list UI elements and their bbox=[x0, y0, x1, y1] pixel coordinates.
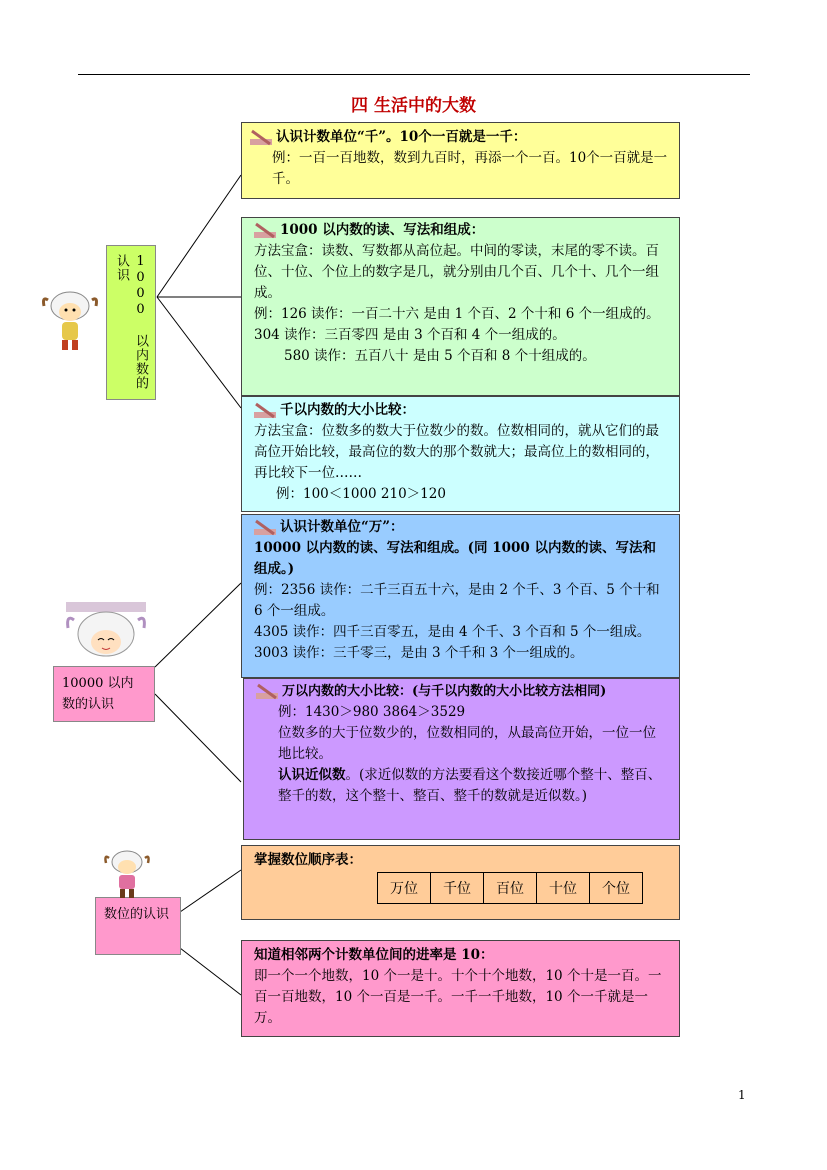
sheep-cartoon-icon-3 bbox=[103, 848, 153, 900]
pen-icon bbox=[254, 402, 276, 420]
box-ten-thousand-compare bbox=[243, 678, 680, 840]
label-ten-thousand-text: 10000 以内数的认识 bbox=[62, 676, 134, 712]
box3-example: 例：100＜1000 210＞120 bbox=[276, 486, 446, 502]
box2-heading: 1000 以内数的读、写法和组成： bbox=[280, 222, 485, 238]
box1-heading: 认识计数单位“千”。10个一百就是一千： bbox=[276, 129, 527, 145]
pen-icon bbox=[254, 519, 276, 537]
box3-body: 方法宝盒：位数多的数大于位数少的数。位数相同的，就从它们的最高位开始比较，最高位的数大的那个数就大；最高位上的数相同的，再比较下一位…… bbox=[254, 423, 659, 481]
label-place-text: 数位的认识 bbox=[104, 907, 170, 922]
box3-heading: 千以内数的大小比较： bbox=[280, 402, 415, 418]
box4-subheading: 10000 以内数的读、写法和组成。(同 1000 以内数的读、写法和组成。) bbox=[254, 540, 657, 577]
box5-approx-title: 认识近似数 bbox=[278, 767, 346, 783]
box-thousand-unit bbox=[241, 122, 680, 199]
box2-example-2: 580 读作：五百八十 是由 5 个百和 8 个十组成的。 bbox=[284, 348, 596, 364]
label-thousand-text: 1000 以内数的认识 bbox=[114, 254, 148, 390]
box2-example-1: 例：126 读作：一百二十六 是由 1 个百、2 个十和 6 个一组成的。304 读作：三百零四 是由 3 个百和 4 个一组成的。 bbox=[254, 306, 660, 343]
box1-body: 例：一百一百地数，数到九百时，再添一个一百。10个一百就是一千。 bbox=[272, 150, 668, 187]
box-thousand-reading bbox=[241, 217, 680, 396]
place-cell: 十位 bbox=[537, 873, 590, 904]
place-cell: 百位 bbox=[484, 873, 537, 904]
box5-heading: 万以内数的大小比较：(与千以内数的大小比较方法相同) bbox=[282, 684, 607, 699]
place-value-table bbox=[377, 872, 643, 904]
box-thousand-compare bbox=[241, 396, 680, 512]
label-thousand bbox=[106, 245, 156, 400]
place-cell: 个位 bbox=[590, 873, 643, 904]
pen-icon bbox=[256, 683, 278, 701]
label-place bbox=[95, 897, 181, 955]
box7-heading: 知道相邻两个计数单位间的进率是 10： bbox=[254, 947, 494, 963]
place-cell: 千位 bbox=[431, 873, 484, 904]
box4-example-2: 4305 读作：四千三百零五，是由 4 个千、3 个百和 5 个一组成。3003 读作：三千零三，是由 3 个千和 3 个一组成的。 bbox=[254, 624, 651, 661]
pen-icon bbox=[254, 222, 276, 240]
box4-heading: 认识计数单位“万”： bbox=[280, 519, 404, 535]
sheep-cartoon-icon bbox=[40, 288, 102, 356]
box6-heading: 掌握数位顺序表： bbox=[254, 852, 362, 868]
box5-approx-body: 。(求近似数的方法要看这个数接近哪个整十、整百、整千的数，这个整十、整百、整千的数就是近似数。) bbox=[278, 767, 662, 804]
box5-method: 位数多的大于位数少的，位数相同的，从最高位开始，一位一位地比较。 bbox=[278, 725, 656, 762]
box7-body: 即一个一个地数，10 个一是十。十个十个地数，10 个十是一百。一百一百地数，10 个一百是一千。一千一千地数，10 个一千就是一万。 bbox=[254, 968, 662, 1026]
box5-example: 例：1430＞980 3864＞3529 bbox=[278, 704, 466, 720]
sheep-cartoon-icon-2 bbox=[62, 600, 150, 670]
box-ten-thousand-unit bbox=[241, 514, 680, 678]
box2-method: 方法宝盒：读数、写数都从高位起。中间的零读，末尾的零不读。百位、十位、个位上的数字是几，就分别由几个百、几个十、几个一组成。 bbox=[254, 243, 659, 301]
label-ten-thousand bbox=[53, 666, 155, 722]
box4-example-1: 例：2356 读作：二千三百五十六，是由 2 个千、3 个百、5 个十和 6 个一组成。 bbox=[254, 582, 660, 619]
pen-icon bbox=[250, 129, 272, 147]
place-cell: 万位 bbox=[378, 873, 431, 904]
page-number: 1 bbox=[738, 1088, 746, 1102]
page-title: 四 生活中的大数 bbox=[351, 96, 476, 116]
box-base-ten bbox=[241, 940, 680, 1037]
